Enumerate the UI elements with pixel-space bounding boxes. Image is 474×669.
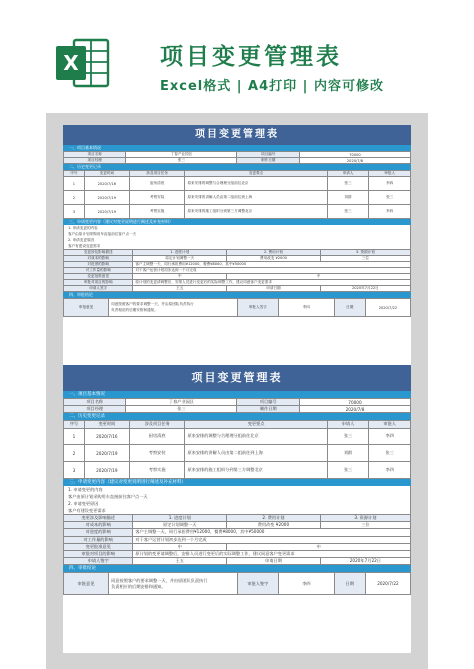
table-cell: 对于客户运营计划初步达到一个月完成: [133, 536, 411, 543]
table-cell: 张三: [369, 445, 411, 462]
table-row: [64, 158, 411, 164]
approval-text-cont: 负责相应的后期安排和通知。: [111, 583, 166, 589]
table-cell: 项目名称: [64, 152, 126, 158]
table-cell: 2: [64, 445, 85, 462]
table-cell: 中: [227, 274, 411, 280]
table-cell: 变更批准意见: [64, 274, 133, 280]
request-line: 2. 申请变更原因: [63, 237, 411, 243]
table-cell: 70000: [299, 399, 410, 406]
column-header: 涉及项目任务: [129, 421, 185, 428]
table-row: [64, 406, 411, 413]
table-cell: 三位: [320, 522, 410, 529]
impact-table: [63, 514, 411, 565]
column-header: 1. 进度计划: [133, 250, 227, 256]
request-line: 1. 申请变更的内容: [63, 225, 411, 231]
impact-table: [63, 249, 411, 292]
table-cell: 审批意见: [64, 573, 109, 595]
table-cell: 刘群: [327, 445, 369, 462]
table-cell: 厨房清底: [129, 428, 185, 445]
table-cell: 王五: [133, 286, 227, 292]
column-header: 变更时间: [84, 421, 129, 428]
table-cell: 张三: [327, 205, 369, 219]
table-cell: 审批人签字: [237, 573, 279, 595]
table-cell: 申请日期: [227, 286, 321, 292]
table-cell: 项目名称: [64, 399, 126, 406]
table-cell: 张三: [126, 406, 237, 413]
section-record: 二、历史变更记录: [63, 413, 411, 420]
table-row: [64, 428, 411, 445]
base-info-table: [63, 398, 411, 413]
table-cell: 申请人签字: [64, 558, 133, 565]
table-cell: 考察实施: [129, 462, 185, 479]
table-cell: 对于客户运营计划初步达到一个月完成: [133, 268, 411, 274]
table-cell: 李四: [369, 428, 411, 445]
table-cell: 李四: [279, 573, 335, 595]
table-cell: 日期: [334, 299, 365, 317]
table-cell: 中: [133, 543, 227, 550]
table-cell: 申请日期: [227, 558, 321, 565]
table-cell: 对工作量的影响: [64, 536, 133, 543]
table-cell: 2020/7/8: [299, 158, 410, 164]
table-cell: 2020/7/16: [84, 428, 129, 445]
table-cell: 王五: [133, 558, 227, 565]
table-cell: 1: [64, 428, 85, 445]
column-header: 2. 费用计划: [227, 514, 321, 521]
excel-icon: [54, 34, 112, 92]
hero-subtitle: Excel格式 | A4打印 | 内容可修改: [160, 79, 384, 94]
section-request: 三、申请变更内容（建议对变更说明进行阐述及补充材料）: [63, 219, 411, 225]
table-cell: 张三: [327, 428, 369, 445]
section-record: 二、历史变更记录: [63, 164, 411, 170]
table-row: [64, 550, 411, 557]
request-line: 客户由原计划采购用车直接前往客户点一天: [63, 231, 411, 237]
table-cell: 原来安排的施工组织分到第三方调整北京: [185, 205, 327, 219]
table-cell: 2020/7/19: [84, 205, 129, 219]
column-header: 序号: [64, 421, 85, 428]
column-header: 变更时间: [84, 171, 129, 177]
table-cell: 原来安排的讲解人员由第二组前往到上海: [185, 445, 327, 462]
table-cell: 审批对项目的影响: [64, 280, 133, 286]
table-row: [64, 299, 411, 317]
table-cell: 项目编号: [237, 152, 299, 158]
table-cell: 中: [133, 274, 227, 280]
table-cell: 厨房清底: [129, 177, 185, 191]
table-cell: 丁春产业园区: [126, 399, 237, 406]
table-row: [64, 529, 411, 536]
table-cell: 李四: [369, 177, 411, 191]
section-approval: 四、审批结论: [63, 292, 411, 298]
table-cell: 2: [64, 191, 85, 205]
approval-text: 同意按照客户的要求调整一天，并由原团队负责执行 负责相应的后期安排和通知。: [109, 299, 237, 317]
table-cell: 刘群: [327, 191, 369, 205]
column-header: 涉及项目任务: [129, 171, 185, 177]
table-cell: 考察安装: [129, 445, 185, 462]
table-cell: 2020/7/8: [299, 406, 410, 413]
table-cell: 项目编号: [237, 399, 299, 406]
approval-table: [63, 572, 411, 595]
request-line: 客户有建设变更需求: [63, 243, 411, 249]
banner: [0, 0, 474, 112]
section-request: 三、申请变更内容（建议对变更说明进行阐述及补充材料）: [63, 479, 411, 486]
table-cell: 考察实施: [129, 205, 185, 219]
table-cell: 原来安排的调整与合理理分组前往北京: [185, 177, 327, 191]
column-header: 变更要点: [185, 171, 327, 177]
table-row: [64, 445, 411, 462]
table-cell: 3: [64, 462, 85, 479]
table-cell: 原来安排的调整与合理理分组前往北京: [185, 428, 327, 445]
column-header: 变更要点: [185, 421, 327, 428]
section-base: 一、项目基本情况: [63, 145, 411, 151]
table-cell: 张三: [327, 462, 369, 479]
table-cell: 张三: [369, 191, 411, 205]
approval-text: 同意按照客户的要求调整一天，并由原团队负责执行 负责相应的后期安排和通知。: [109, 573, 237, 595]
table-row: [64, 399, 411, 406]
table-cell: 申请人签字: [64, 286, 133, 292]
table-row: [64, 558, 411, 565]
request-line: 2. 申请变更原因: [63, 500, 411, 507]
table-cell: 原定计划调整一天: [133, 256, 227, 262]
table-cell: 项目经理: [64, 406, 126, 413]
table-cell: 张三: [327, 177, 369, 191]
column-header: 3. 资源计划: [320, 250, 410, 256]
table-cell: 费用改变 ¥2000: [227, 256, 321, 262]
table-cell: 变更批准意见: [64, 543, 133, 550]
table-cell: 日期: [334, 573, 365, 595]
excel-icon-letter: X: [63, 51, 79, 75]
table-cell: 对成本的影响: [64, 256, 133, 262]
table-cell: 2020年7月22日: [320, 558, 410, 565]
approval-table: [63, 298, 411, 317]
table-cell: 制作日期: [237, 158, 299, 164]
table-cell: 审批意见: [64, 299, 109, 317]
table-cell: 制作日期: [237, 406, 299, 413]
table-cell: 原来安排的施工组织分到第三方调整北京: [185, 462, 327, 479]
table-cell: 原计划的变更请调整后，安排人员进行变更后的实际调整工作，建议同意客户变更需求: [133, 550, 411, 557]
table-cell: 客户主调整一天，同行承担费用¥12000，餐费¥8000，其中¥50000: [133, 262, 411, 268]
table-row: [64, 522, 411, 529]
table-cell: 2020/7/16: [84, 177, 129, 191]
history-table: [63, 420, 411, 479]
table-cell: 项目经理: [64, 158, 126, 164]
section-approval: 四、审批结论: [63, 565, 411, 572]
sheet-title: 项目变更管理表: [63, 125, 411, 145]
table-cell: 费用改变 ¥2000: [227, 522, 321, 529]
table-row: [64, 205, 411, 219]
table-cell: 2020/7/22: [365, 299, 410, 317]
column-header: 申请人: [327, 421, 369, 428]
table-cell: 中: [227, 543, 411, 550]
table-cell: 考察安装: [129, 191, 185, 205]
table-row: [64, 191, 411, 205]
table-row: [64, 536, 411, 543]
table-cell: 李四: [279, 299, 335, 317]
table-cell: 对成本的影响: [64, 522, 133, 529]
column-header: 审批人: [369, 421, 411, 428]
sheet-title: 项目变更管理表: [63, 365, 411, 391]
table-cell: 丁春产业园区: [126, 152, 237, 158]
table-cell: 2020/7/19: [84, 462, 129, 479]
table-cell: 原定计划调整一天: [133, 522, 227, 529]
table-row: [64, 286, 411, 292]
table-row: [64, 421, 411, 428]
table-row: [64, 514, 411, 521]
table-row: [64, 177, 411, 191]
sheet-preview-top: [63, 125, 411, 365]
table-cell: 三位: [320, 256, 410, 262]
sheet-preview-bottom: [63, 365, 411, 653]
table-cell: 李四: [369, 205, 411, 219]
column-header: 3. 资源计划: [320, 514, 410, 521]
table-cell: 3: [64, 205, 85, 219]
request-line: 1. 申请变更的内容: [63, 486, 411, 493]
table-cell: 张三: [126, 158, 237, 164]
table-cell: 李四: [369, 462, 411, 479]
table-cell: 客户主调整一天，同行承担费用¥12000，餐费¥8000，其中¥50000: [133, 529, 411, 536]
column-header: 变更涉及影响描述: [64, 514, 133, 521]
table-row: [64, 462, 411, 479]
approval-text-cont: 负责相应的后期安排和通知。: [111, 307, 158, 312]
section-base: 一、项目基本情况: [63, 391, 411, 398]
request-line: 客户由原计划采购用车直接前往客户点一天: [63, 493, 411, 500]
column-header: 变更涉及影响描述: [64, 250, 133, 256]
column-header: 1. 进度计划: [133, 514, 227, 521]
table-cell: 审批人签字: [237, 299, 279, 317]
table-cell: 对工作量的影响: [64, 268, 133, 274]
hero-title: 项目变更管理表: [160, 44, 342, 70]
table-row: [64, 543, 411, 550]
request-line: 客户有建设变更需求: [63, 507, 411, 514]
table-cell: 原计划的变更请调整后，安排人员进行变更后的实际调整工作，建议同意客户变更需求: [133, 280, 411, 286]
table-cell: 2020/7/19: [84, 191, 129, 205]
table-row: [64, 573, 411, 595]
table-cell: 对进度的影响: [64, 529, 133, 536]
table-cell: 原来安排的讲解人员由第二组前往到上海: [185, 191, 327, 205]
history-table: [63, 170, 411, 219]
column-header: 审批人: [369, 171, 411, 177]
column-header: 序号: [64, 171, 85, 177]
template-preview: [46, 113, 428, 669]
column-header: 申请人: [327, 171, 369, 177]
table-cell: 70000: [299, 152, 410, 158]
table-cell: 1: [64, 177, 85, 191]
table-cell: 审批对项目的影响: [64, 550, 133, 557]
base-info-table: [63, 151, 411, 164]
table-cell: 2020年7月22日: [320, 286, 410, 292]
table-cell: 2020/7/19: [84, 445, 129, 462]
table-cell: 2020/7/22: [365, 573, 410, 595]
table-cell: 对进度的影响: [64, 262, 133, 268]
column-header: 2. 费用计划: [227, 250, 321, 256]
